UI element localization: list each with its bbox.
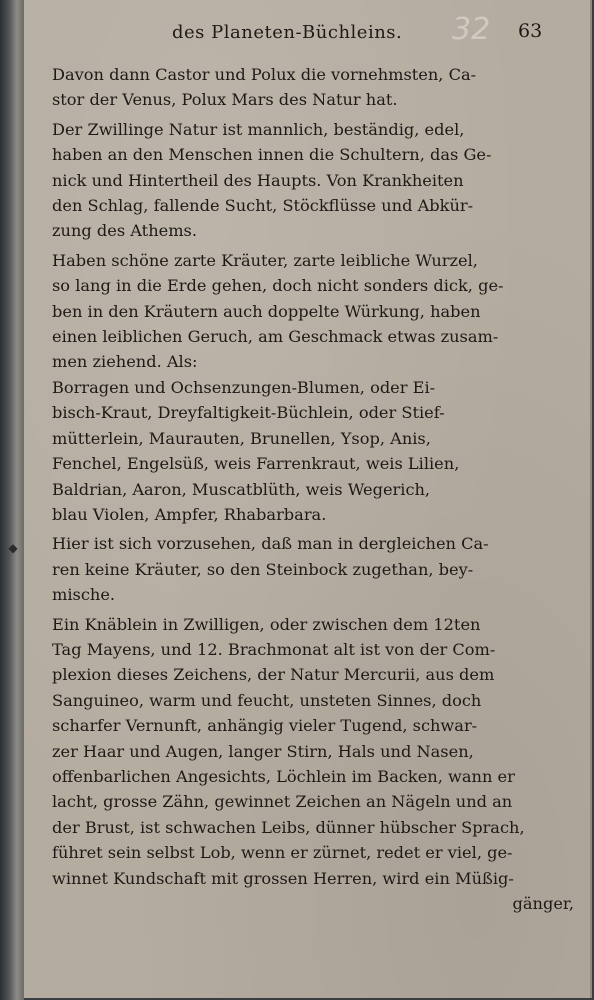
- text-line: gänger,: [512, 894, 574, 913]
- page-number: 63: [518, 20, 543, 42]
- text-line: Hier ist sich vorzusehen, daß man in dergleichen Ca-: [52, 534, 489, 554]
- text-line: zung des Athems.: [52, 221, 197, 241]
- text-line: Baldrian, Aaron, Muscatblüth, weis Wegerich,: [52, 479, 431, 499]
- paragraph: [52, 531, 574, 607]
- page-header: [24, 12, 590, 52]
- paragraph: [52, 612, 574, 917]
- text-line: Sanguineo, warm und feucht, unsteten Sinnes, doch: [52, 690, 482, 710]
- handwritten-shelfmark: 32: [452, 12, 491, 47]
- text-line: Borragen und Ochsenzungen-Blumen, oder Ei-: [52, 377, 436, 397]
- text-line: scharfer Vernunft, anhängig vieler Tugend, schwar-: [52, 716, 478, 736]
- text-line: Der Zwillinge Natur ist mannlich, beständig, edel,: [52, 119, 465, 139]
- page-body-text: [52, 62, 574, 916]
- text-line: nick und Hintertheil des Haupts. Von Krankheiten: [52, 170, 464, 190]
- text-line: so lang in die Erde gehen, doch nicht sonders dick, ge-: [52, 276, 504, 296]
- text-line: mische.: [52, 585, 116, 605]
- text-line: einen leiblichen Geruch, am Geschmack etwas zusam-: [52, 327, 499, 347]
- text-line: stor der Venus, Polux Mars des Natur hat.: [52, 90, 398, 110]
- text-line: blau Violen, Ampfer, Rhabarbara.: [52, 504, 327, 524]
- text-line: Tag Mayens, und 12. Brachmonat alt ist von der Com-: [52, 639, 496, 659]
- text-line: Haben schöne zarte Kräuter, zarte leibliche Wurzel,: [52, 250, 478, 270]
- text-line: ren keine Kräuter, so den Steinbock zugethan, bey-: [52, 559, 474, 579]
- text-line: führet sein selbst Lob, wenn er zürnet, redet er viel, ge-: [52, 843, 513, 863]
- text-line: men ziehend. Als:: [52, 352, 198, 372]
- binding-mark: ◆: [8, 541, 18, 555]
- paragraph: [52, 62, 574, 113]
- text-line: Ein Knäblein in Zwilligen, oder zwischen dem 12ten: [52, 614, 481, 634]
- text-line: den Schlag, fallende Sucht, Stöckflüsse und Abkür-: [52, 196, 474, 216]
- book-spine-edge: [0, 0, 24, 1000]
- text-line: offenbarlichen Angesichts, Löchlein im Backen, wann er: [52, 766, 515, 786]
- text-line: der Brust, ist schwachen Leibs, dünner hübscher Sprach,: [52, 817, 525, 837]
- text-line: zer Haar und Augen, langer Stirn, Hals und Nasen,: [52, 741, 474, 761]
- text-line: Davon dann Castor und Polux die vornehmsten, Ca-: [52, 65, 477, 84]
- running-head: des Planeten-Büchleins.: [172, 22, 403, 43]
- text-line: haben an den Menschen innen die Schultern, das Ge-: [52, 145, 492, 165]
- text-line: mütterlein, Maurauten, Brunellen, Ysop, Anis,: [52, 428, 431, 448]
- text-line: bisch-Kraut, Dreyfaltigkeit-Büchlein, oder Stief-: [52, 403, 445, 423]
- book-page: [24, 0, 592, 998]
- text-line: plexion dieses Zeichens, der Natur Mercurii, aus dem: [52, 665, 495, 685]
- text-line: lacht, grosse Zähn, gewinnet Zeichen an Nägeln und an: [52, 792, 513, 812]
- text-line: ben in den Kräutern auch doppelte Würkung, haben: [52, 301, 481, 321]
- paragraph: [52, 248, 574, 527]
- paragraph: [52, 117, 574, 244]
- text-line: Fenchel, Engelsüß, weis Farrenkraut, weis Lilien,: [52, 454, 460, 474]
- text-line: winnet Kundschaft mit grossen Herren, wird ein Müßig-: [52, 868, 514, 888]
